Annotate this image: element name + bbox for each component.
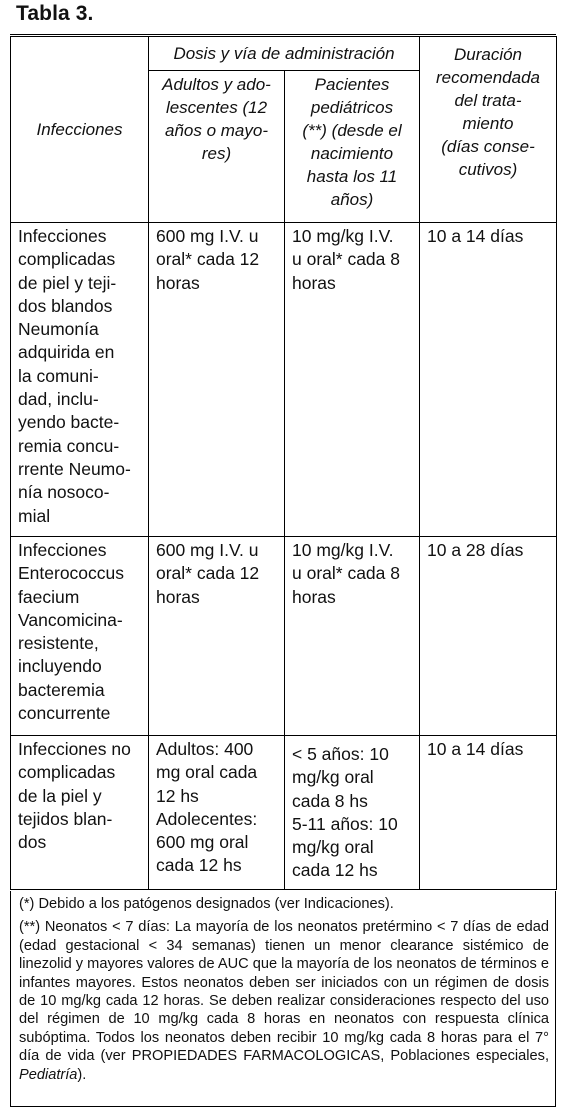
cell-infeccion: Infecciones Enterococcus faecium Vancomicina- resistente, incluyendo bacteremia concurrente [11, 537, 149, 736]
top-rule [10, 34, 556, 35]
cell-adultos: Adultos: 400 mg oral cada 12 hs Adolecentes: 600 mg oral cada 12 hs [149, 736, 285, 890]
cell-pediatricos: 10 mg/kg I.V. u oral* cada 8 horas [285, 223, 420, 537]
footnote-1: (*) Debido a los patógenos designados (ver Indicaciones). [19, 896, 394, 912]
header-adultos: Adultos y ado- lescentes (12 años o mayo- res) [149, 71, 285, 223]
table-row [11, 736, 557, 890]
cell-infeccion: Infecciones complicadas de piel y teji- dos blandos Neumonía adquirida en la comuni- dad, inclu- yendo bacte- remia concu- rrente Neumo- nía nosoco- mial [11, 223, 149, 537]
header-infecciones: Infecciones [11, 37, 149, 223]
dosage-table [10, 36, 557, 890]
table-title: Tabla 3. [16, 2, 94, 25]
header-dosis: Dosis y vía de administración [149, 37, 420, 71]
cell-duracion: 10 a 28 días [420, 537, 557, 736]
table-row [11, 537, 557, 736]
header-pediatricos: Pacientes pediátricos (**) (desde el nacimiento hasta los 11 años) [285, 71, 420, 223]
cell-duracion: 10 a 14 días [420, 736, 557, 890]
footnote-2: (**) Neonatos < 7 días: La mayoría de los neonatos pretérmino < 7 días de edad (edad gestacional < 34 semanas) tienen un menor clearance sistémico de linezolid y mayores valores de AUC que la mayoría de los neonatos de términos e infantes mayores. Estos neonatos deben ser iniciados con un régimen de dosis de 10 mg/kg cada 12 horas. Se deben realizar consideraciones respecto del uso del régimen de 10 mg/kg cada 8 horas en neonatos con respuesta clínica subóptima. Todos los neonatos deben recibir 10 mg/kg cada 8 horas para el 7° día de vida (ver PROPIEDADES FARMACOLOGICAS, Poblaciones especiales, Pediatría). [19, 919, 549, 1083]
table-row [11, 223, 557, 537]
cell-pediatricos: < 5 años: 10 mg/kg oral cada 8 hs 5-11 años: 10 mg/kg oral cada 12 hs [285, 736, 420, 890]
footnotes [10, 891, 556, 1107]
cell-pediatricos: 10 mg/kg I.V. u oral* cada 8 horas [285, 537, 420, 736]
header-duracion: Duración recomendada del trata- miento (días conse- cutivos) [420, 37, 557, 223]
cell-adultos: 600 mg I.V. u oral* cada 12 horas [149, 223, 285, 537]
cell-duracion: 10 a 14 días [420, 223, 557, 537]
cell-adultos: 600 mg I.V. u oral* cada 12 horas [149, 537, 285, 736]
cell-infeccion: Infecciones no complicadas de la piel y tejidos blan- dos [11, 736, 149, 890]
